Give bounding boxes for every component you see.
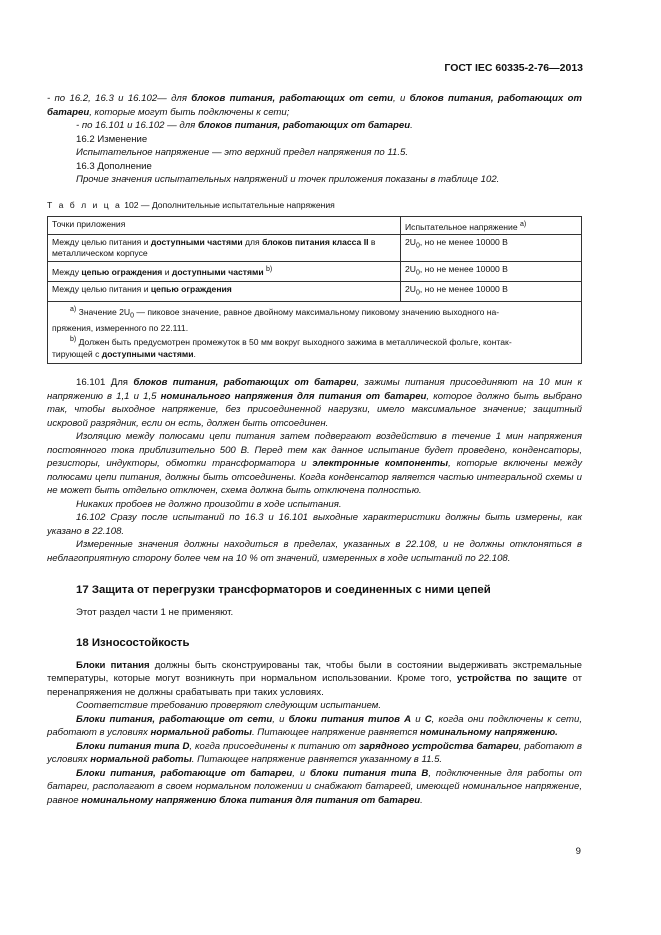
table-cell: $2U_0$, но не менее 10000 В [401, 282, 582, 302]
table-cell: Между цепью ограждения и доступными частями $^{b)}$ [48, 262, 401, 282]
section-18-mains-units: Блоки питания, работающие от сети, и блоки питания типов А и С, когда они подключены к сети, работают в условиях нормальной работы. Питающее напряжение равняется номинальному напряжению. [47, 713, 582, 739]
section-17-text: Этот раздел части 1 не применяют. [76, 607, 234, 619]
scope-item-2: - по 16.101 и 16.102 — для блоков питания, работающих от батареи. [76, 120, 413, 131]
section-18-type-d-units: Блоки питания типа D, когда присоединены к питанию от зарядного устройства батареи, работают в условиях нормальной работы. Питающее напряжение равняется указанному в 11.5. [47, 740, 582, 766]
table-note-b-cont: тирующей с доступными частями. [52, 349, 196, 360]
table-header-row [48, 216, 582, 235]
document-body [47, 92, 582, 807]
table-cell: $2U_0$, но не менее 10000 В [401, 262, 582, 282]
clause-16-101-result: Никаких пробоев не должно произойти в ходе испытания. [76, 498, 342, 510]
page-header: ГОСТ IEC 60335-2-76—2013 [444, 62, 583, 74]
scope-item-1: - по 16.2, 16.3 и 16.102— для блоков питания, работающих от сети, и блоков питания, работающих от батареи, которые могут быть подключены к сети; [47, 93, 582, 118]
clause-16-3-text: Прочие значения испытательных напряжений и точек приложения показаны в таблице 102. [76, 174, 500, 185]
table-header-cell: Точки приложения [48, 216, 401, 235]
section-18-compliance: Соответствие требованию проверяют следующим испытанием. [76, 700, 382, 712]
table-header-cell: Испытательное напряжение $^{a)}$ [401, 216, 582, 235]
section-18-requirement: Блоки питания должны быть сконструированы так, чтобы были в состоянии выдерживать экстремальные температуры, которые могут возникнуть при нормальном использовании. Кроме того, устройства по защите от перенапряжения не должны срабатывать при таких условиях. [47, 659, 583, 698]
clause-16-3-heading: 16.3 Дополнение [76, 160, 152, 172]
section-18-heading: 18 Износостойкость [76, 636, 190, 649]
clause-16-101-text: 16.101 Для блоков питания, работающих от батареи, зажимы питания присоединяют на 10 мин к напряжению в 1,1 и 1,5 номинального напряжения для питания от батареи, которое должно быть выбрано так, чтобы выходное напряжение, без присоединенной нагрузки, имело максимальное значение; защитный искровой разрядник, если он есть, должен быть отсоединен. [47, 377, 583, 429]
test-voltage-table [47, 216, 582, 365]
section-17-heading: 17 Защита от перегрузки трансформаторов и соединенных с ними цепей [76, 584, 491, 597]
table-note-a-cont: пряжения, измеренного по 22.111. [52, 323, 189, 334]
table-notes-row [48, 301, 582, 363]
table-note-b: $^{b)}$ Должен быть предусмотрен промежуток в 50 мм вокруг выходного зажима в металлической фольге, контак- [70, 336, 512, 348]
table-row [48, 262, 582, 282]
table-row [48, 235, 582, 262]
table-row [48, 282, 582, 302]
table-note-a: $^{a)}$ Значение $2U_0$ — пиковое значение, равное двойному максимальному пиковому значению выходного на- [70, 305, 500, 320]
page-number: 9 [575, 846, 581, 857]
clause-16-2-text: Испытательное напряжение — это верхний предел напряжения по 11.5. [76, 147, 409, 158]
table-cell: Между целью питания и цепью ограждения [48, 282, 401, 302]
clause-16-101-insulation: Изоляцию между полюсами цепи питания затем подвергают воздействию в течение 1 мин напряжения постоянного тока приблизительно 500 В. Перед тем как данное испытание будет проведено, конденсаторы, резисторы, индукторы, обмотки трансформатора и электронные компоненты, которые включены между полюсами цепи питания, должны быть отсоединены. Когда конденсатор является частью интегральной схемы и не может быть отдельно отключен, схема должна быть отключена полностью. [47, 431, 583, 497]
section-18-battery-units: Блоки питания, работающие от батареи, и блоки питания типа В, подключенные для работы от батареи, располагают в своем нормальном положении и снабжают батареей, имеющей номинальное напряжение, равное номинальному напряжению блока питания для питания от батареи. [47, 767, 582, 806]
table-cell: Между целью питания и доступными частями для блоков питания класса II в металлическом корпусе [48, 235, 401, 262]
table-cell: $2U_0$, но не менее 10000 В [401, 235, 582, 262]
table-notes [48, 301, 582, 363]
clause-16-102-text: 16.102 Сразу после испытаний по 16.3 и 16.101 выходные характеристики должны быть измерены, как указано в 22.108. [47, 512, 582, 537]
clause-16-2-heading: 16.2 Изменение [76, 133, 148, 145]
clause-16-102-limits: Измеренные значения должны находиться в пределах, указанных в 22.108, и не должны отклоняться в неблагоприятную сторону более чем на 10 % от значений, измеренных в ходе испытаний по 22.108. [47, 539, 582, 564]
table-caption: Т а б л и ц а 102 — Дополнительные испытательные напряжения [47, 199, 335, 210]
